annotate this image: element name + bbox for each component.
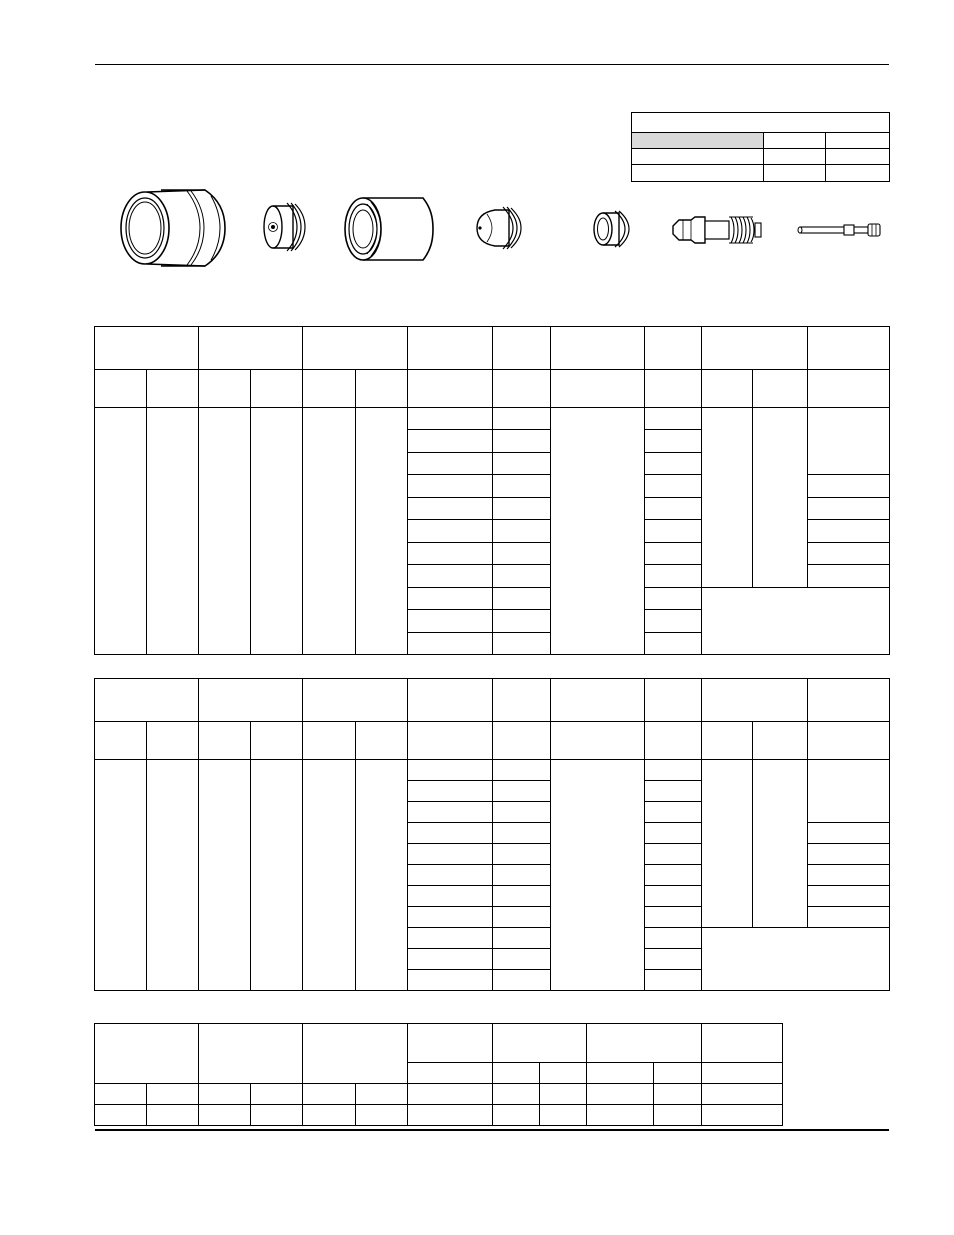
retaining-cap-icon — [341, 194, 437, 264]
electrode-icon — [669, 212, 765, 248]
bottom-table — [94, 1023, 783, 1126]
shield-icon — [117, 186, 229, 270]
water-tube-icon — [797, 221, 887, 239]
retaining-cap-small-icon — [261, 200, 307, 254]
nozzle-icon — [473, 204, 527, 252]
footer-rule — [95, 1129, 889, 1131]
cut-chart-table-2 — [94, 678, 890, 991]
reference-table — [631, 112, 890, 182]
cut-chart-table-1 — [94, 326, 890, 655]
swirl-ring-icon — [591, 209, 631, 249]
header-rule — [95, 64, 889, 65]
